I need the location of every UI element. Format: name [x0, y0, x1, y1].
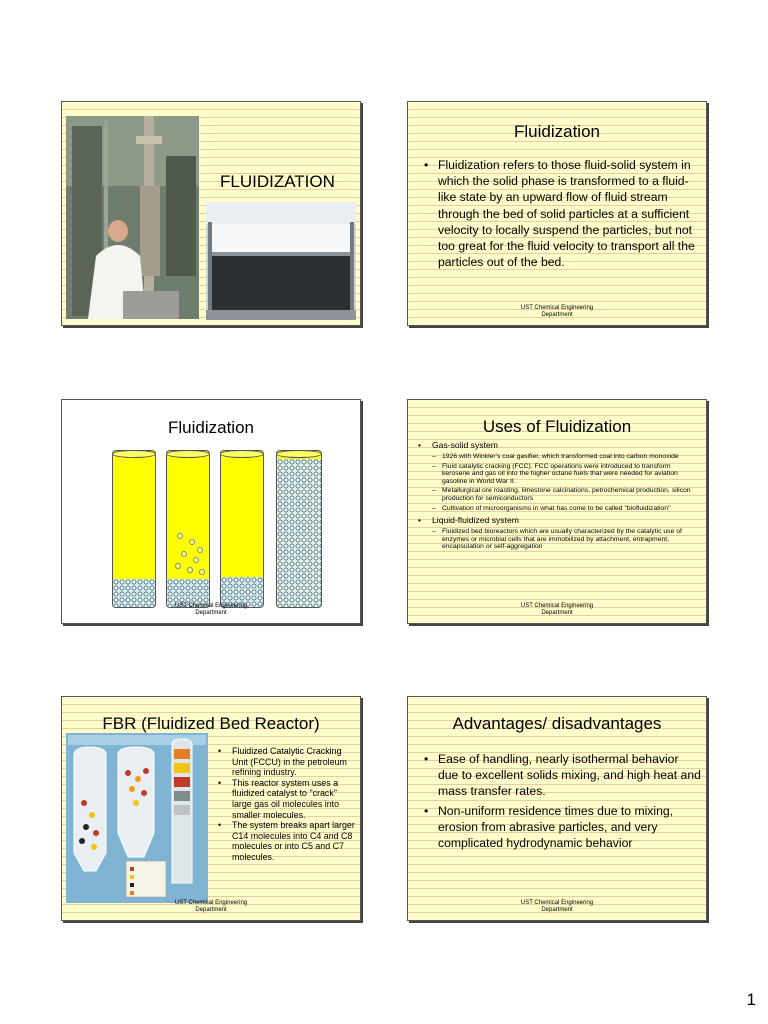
sub-bullet-item: – 1926 with Winkler's coal gasifier, which transformed coal into carbon monoxide — [432, 453, 700, 461]
slide-4-content — [418, 440, 700, 551]
slide-footer: UST Chemical Engineering Department — [520, 900, 594, 913]
liquid-fluidized-heading: Liquid-fluidized system — [432, 515, 519, 526]
slide-5-title: FBR (Fluidized Bed Reactor) — [102, 714, 320, 733]
slide-6-title: Advantages/ disadvantages — [452, 714, 662, 733]
slide-3-title: Fluidization — [168, 418, 254, 437]
slide-4 — [407, 399, 707, 624]
slide-footer: UST Chemical Engineering Department — [520, 603, 594, 616]
slide-footer: UST Chemical Engineering Department — [174, 603, 248, 616]
bullet-item: • Ease of handling, nearly isothermal behavior due to excellent solids mixing, and high heat and mass transfer rates. — [424, 751, 702, 800]
slide-footer: UST Chemical Engineering Department — [174, 900, 248, 913]
column-bubbling-bed — [220, 450, 264, 608]
gas-solid-heading: Gas-solid system — [432, 440, 498, 450]
slide-2-title: Fluidization — [514, 122, 600, 141]
slide-footer: UST Chemical Engineering Department — [520, 305, 594, 318]
bullet-item — [418, 440, 700, 512]
slide-6-bullets — [424, 751, 702, 851]
slide-5 — [61, 696, 361, 921]
bullet-item: • The system breaks apart larger C14 molecules into C4 and C8 molecules or into C5 and C7 molecules. — [218, 820, 356, 862]
bullet-item: • Fluidization refers to those fluid-solid system in which the solid phase is transformed to a fluid-like state by an upward flow of fluid stream through the bed of solid particles at a sufficient velocity to locally suspend the particles, but not too great for the fluid velocity to transport all the particles out of the bed. — [424, 157, 702, 270]
slide-1 — [61, 101, 361, 326]
slide-2-bullets — [424, 157, 702, 270]
sub-bullet-item: – Fluidized bed bioreactors which are usually characterized by the catalytic use of enzymes or microbial cells that are immobilized by attachment, entrapment, encapsulation or self-aggregation — [432, 528, 700, 551]
slide-1-title: FLUIDIZATION — [220, 172, 335, 191]
bullet-item — [418, 515, 700, 551]
slide-2 — [407, 101, 707, 326]
column-minimum-fluidization — [166, 450, 210, 608]
slide-6 — [407, 696, 707, 921]
sub-bullet-item: – Metallurgical ore roasting, limestone calcinations, petrochemical production, silicon production for semiconductors — [432, 487, 700, 502]
lab-photo-image — [66, 116, 199, 319]
fluidized-bed-photo-image — [206, 202, 356, 320]
slide-5-bullets — [218, 746, 356, 863]
bullet-item: • This reactor system uses a fluidized catalyst to "crack" large gas oil molecules into smaller molecules. — [218, 778, 356, 820]
slide-3 — [61, 399, 361, 624]
column-fast-fluidization — [276, 450, 322, 608]
slide-4-title: Uses of Fluidization — [482, 417, 632, 436]
sub-bullet-item: – Cultivation of microorganisms in what has come to be called "biofluidization" — [432, 505, 700, 513]
bullet-item: • Non-uniform residence times due to mixing, erosion from abrasive particles, and very complicated hydrodynamic behavior — [424, 803, 702, 852]
column-fixed-bed — [112, 450, 156, 608]
bullet-item: • Fluidized Catalytic Cracking Unit (FCCU) in the petroleum refining industry. — [218, 746, 356, 778]
page-number: 1 — [746, 990, 756, 1009]
fccu-reactor-diagram-image — [66, 733, 208, 903]
sub-bullet-item: – Fluid catalytic cracking (FCC). FCC operations were introduced to transform kerosene and gas oil into the higher octane fuels that were needed for aviation gasoline in World War II. — [432, 463, 700, 486]
